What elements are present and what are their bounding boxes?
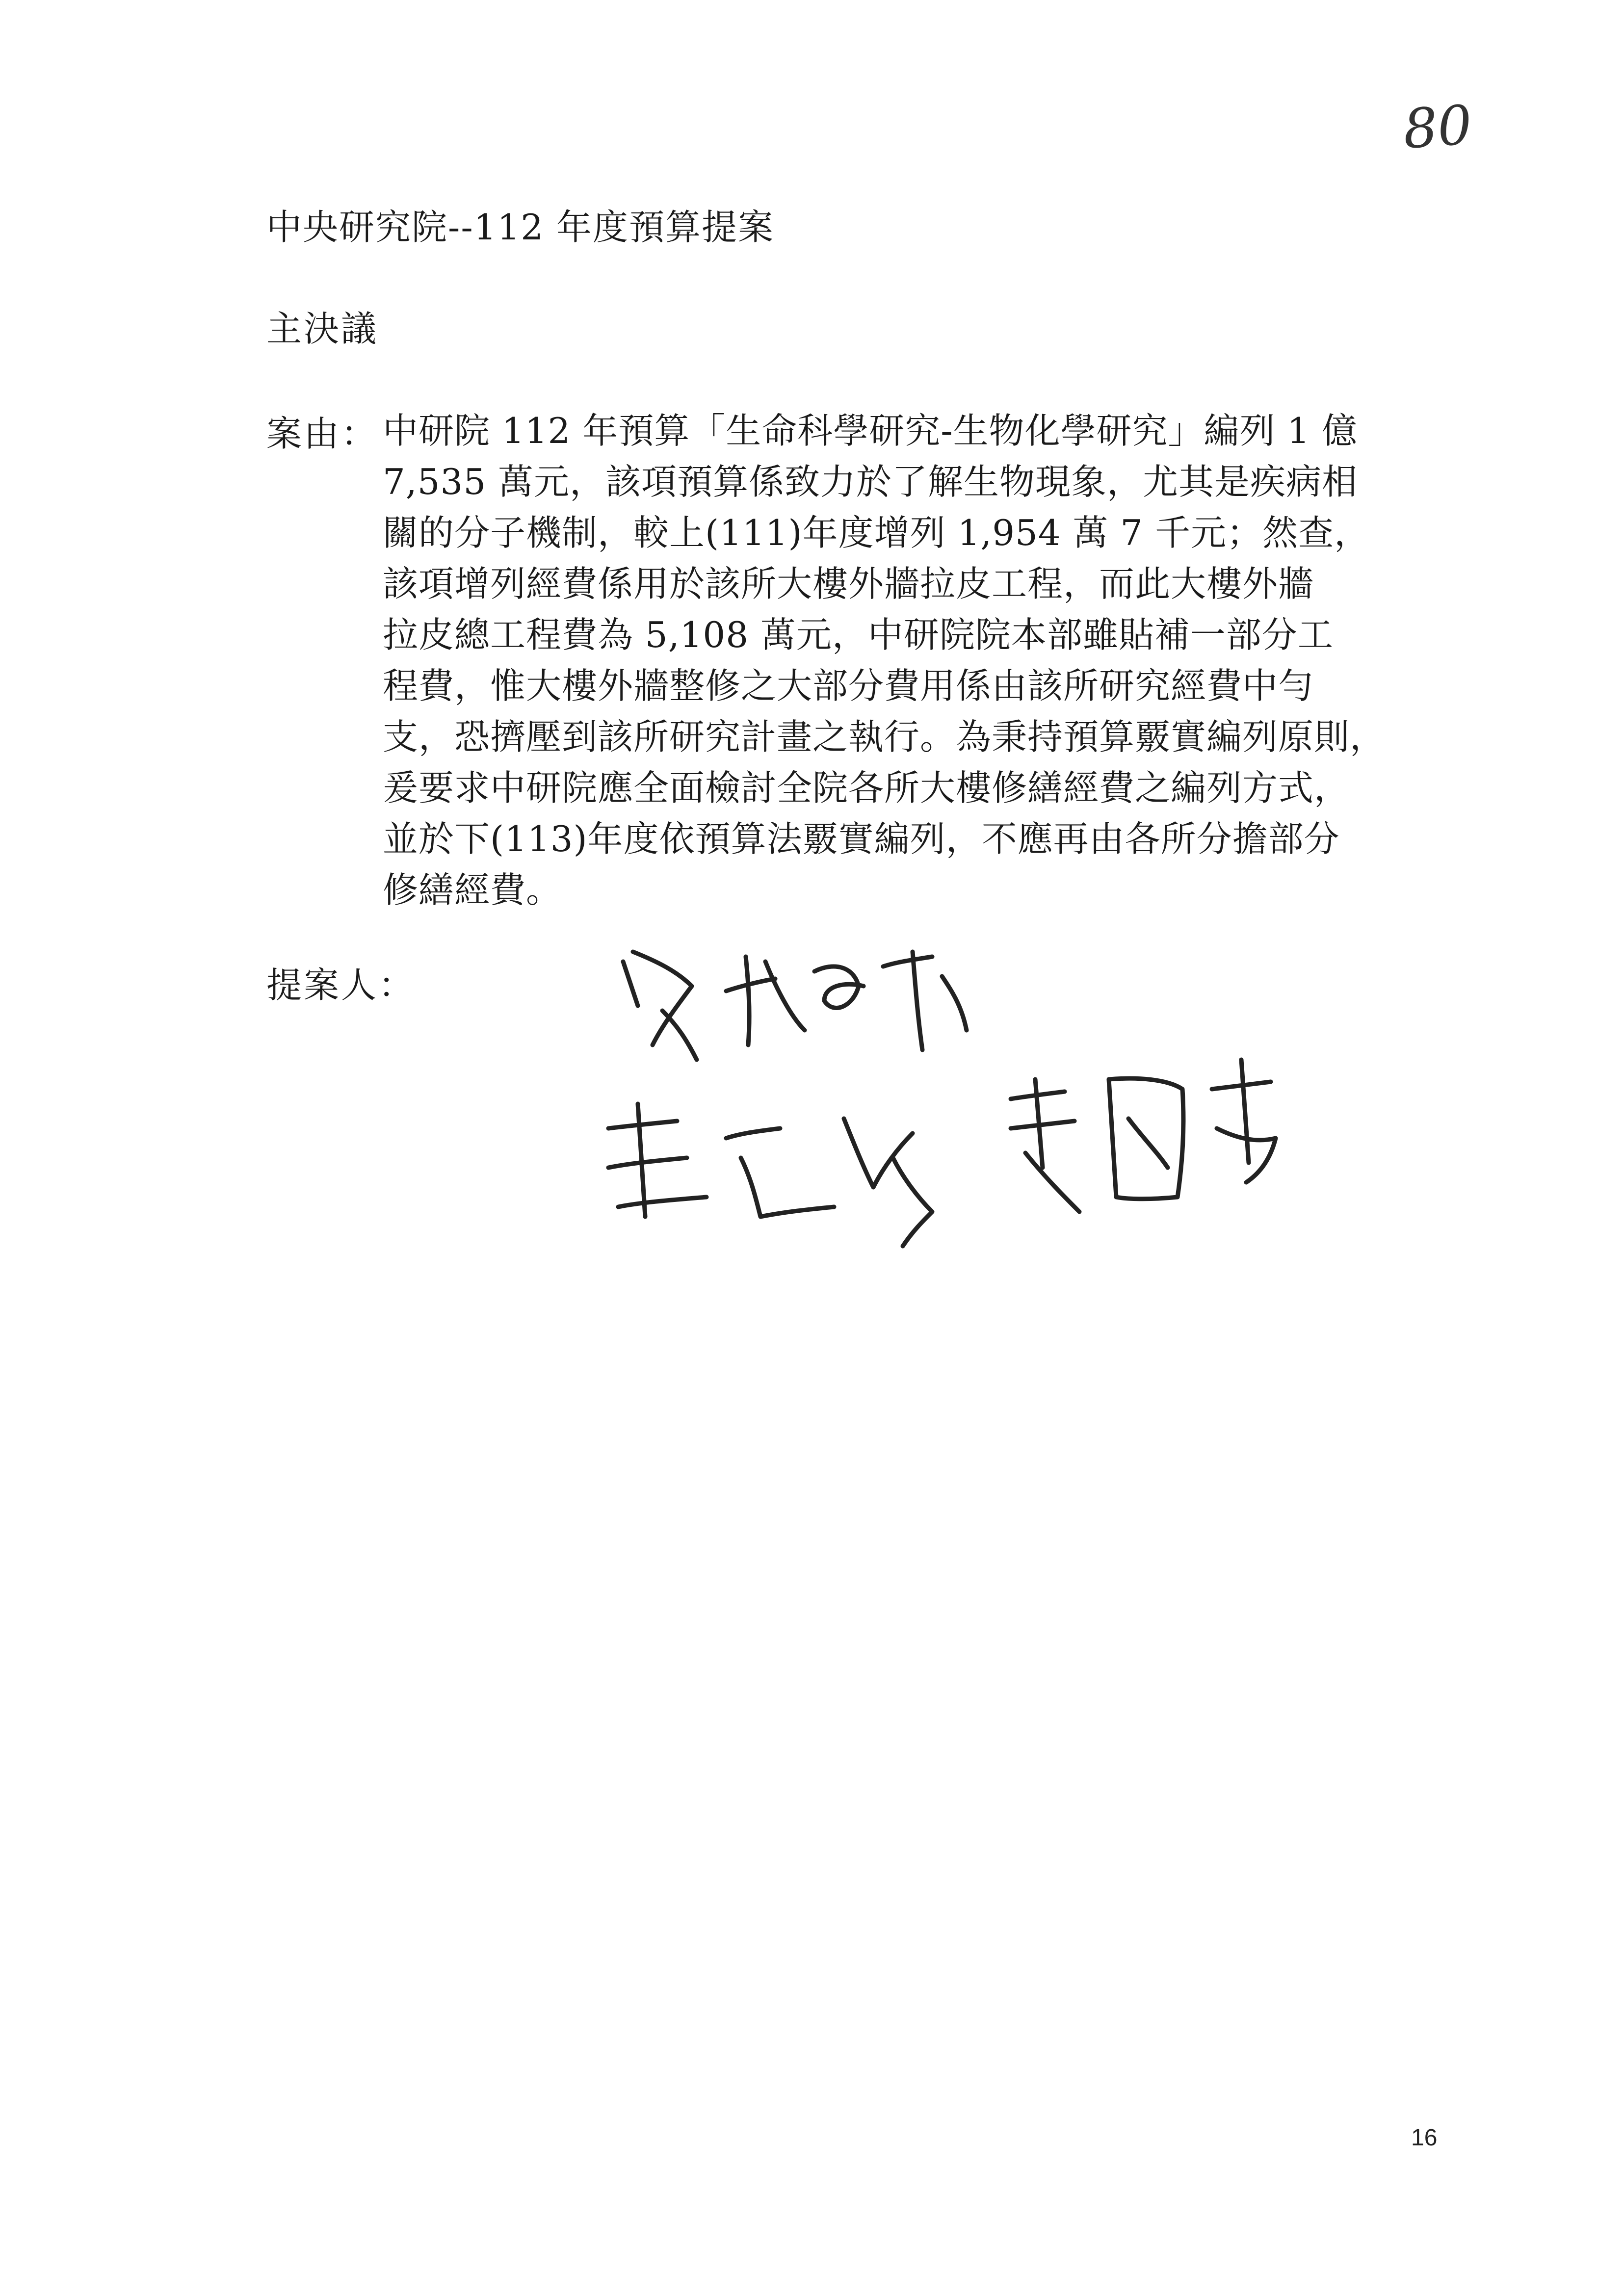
handwritten-signatures bbox=[579, 932, 1413, 1285]
case-line: 並於下(113)年度依預算法覈實編列，不應再由各所分擔部分 bbox=[383, 818, 1340, 860]
footer-page-number: 16 bbox=[1411, 2125, 1438, 2151]
case-line: 拉皮總工程費為 5,108 萬元，中研院院本部雖貼補一部分工 bbox=[383, 614, 1334, 655]
case-label: 案由： bbox=[266, 413, 379, 454]
case-line: 關的分子機制，較上(111)年度增列 1,954 萬 7 千元；然查， bbox=[383, 512, 1370, 553]
case-line: 該項增列經費係用於該所大樓外牆拉皮工程，而此大樓外牆 bbox=[383, 563, 1314, 604]
case-line: 修繕經費。 bbox=[383, 869, 562, 911]
case-body bbox=[383, 405, 1423, 915]
case-line: 程費，惟大樓外牆整修之大部分費用係由該所研究經費中勻 bbox=[383, 665, 1314, 706]
case-line: 中研院 112 年預算「生命科學研究-生物化學研究」編列 1 億 bbox=[383, 410, 1358, 451]
case-line: 支，恐擠壓到該所研究計畫之執行。為秉持預算覈實編列原則， bbox=[383, 716, 1386, 757]
case-line: 爰要求中研院應全面檢討全院各所大樓修繕經費之編列方式， bbox=[383, 767, 1350, 809]
resolution-type: 主決議 bbox=[266, 308, 379, 349]
case-line: 7,535 萬元，該項預算係致力於了解生物現象，尤其是疾病相 bbox=[383, 461, 1358, 502]
document-title: 中央研究院--112 年度預算提案 bbox=[266, 207, 774, 248]
signature-3 bbox=[1011, 1060, 1276, 1212]
signature-1 bbox=[623, 952, 967, 1060]
handwritten-page-mark: 80 bbox=[1401, 93, 1474, 161]
signature-2 bbox=[608, 1104, 932, 1246]
proposer-label: 提案人： bbox=[266, 965, 416, 1006]
